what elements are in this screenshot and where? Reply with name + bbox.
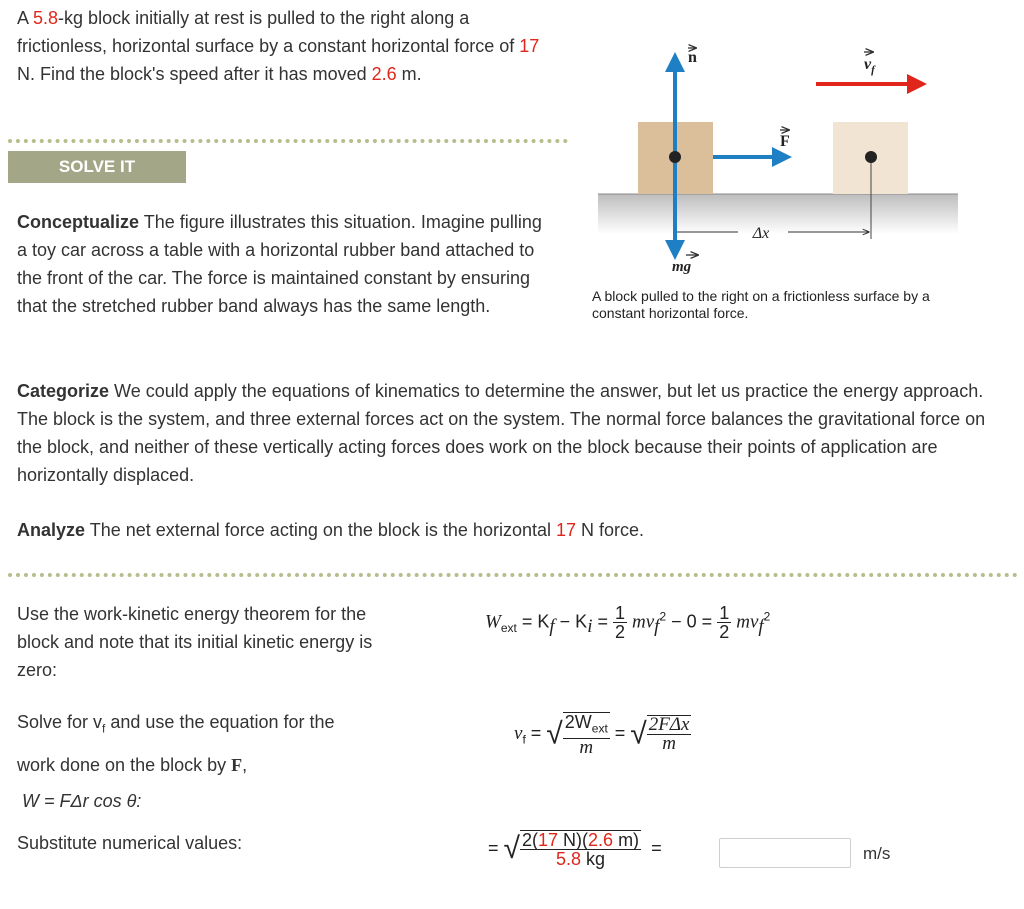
solve-it-header: SOLVE IT bbox=[8, 151, 186, 183]
delta-x-label: Δx bbox=[752, 225, 770, 242]
gravity-label: mg bbox=[672, 259, 692, 275]
distance-value: 2.6 bbox=[371, 64, 397, 84]
answer-input[interactable] bbox=[719, 838, 851, 868]
block-center-final bbox=[865, 151, 877, 163]
speed-equation: $v_f$ = √ $\frac{2W_{ext}}{m}$ = √ $\frac{\text{2FΔx}}{m}$ bbox=[514, 712, 690, 758]
velocity-label: $v_f$ bbox=[864, 56, 875, 76]
step-substitute-text: Substitute numerical values: bbox=[17, 833, 243, 853]
numeric-substitution: = √ $\frac{2(17 N)(2.6 m)}{5.8 kg}$ = bbox=[488, 830, 662, 869]
conceptualize-paragraph: Conceptualize The figure illustrates this situation. Imagine pulling a toy car across a table with a horizontal rubber band attached to the front of the car. The force is maintained constant by ensuring that the stretched rubber band always has the same length. bbox=[17, 212, 542, 316]
work-kinetic-equation: $W_{ext} = K_f - K_i$ = $\frac{1}{2}$ $mv_f^2 - 0$ = $\frac{1}{2}$ $mv_f^2$ bbox=[485, 603, 771, 642]
categorize-paragraph: Categorize We could apply the equations of kinematics to determine the answer, but let us practice the energy approach. The block is the system, and three external forces act on the system. The normal force balances the gravitational force on the block, and neither of these vertically acting forces does work on the block because their points of application are horizontally displaced. bbox=[17, 381, 986, 485]
ground-surface bbox=[598, 194, 958, 234]
answer-unit: m/s bbox=[863, 844, 891, 863]
force-value: 17 bbox=[519, 36, 540, 56]
divider bbox=[8, 573, 1018, 577]
divider bbox=[8, 139, 568, 143]
normal-force-label: n bbox=[688, 49, 697, 66]
step-work-kinetic-text: Use the work-kinetic energy theorem for the block and note that its initial kinetic energy is zero: bbox=[17, 604, 373, 680]
analyze-paragraph: Analyze The net external force acting on the block is the horizontal 17 N force. bbox=[17, 520, 645, 540]
block-force-figure bbox=[588, 24, 968, 284]
step-solve-text: Solve for $v_f$ and use the equation for the work done on the block by F, W = FΔr cos θ: bbox=[17, 712, 335, 811]
figure-caption: A block pulled to the right on a frictionless surface by a constant horizontal force. bbox=[592, 288, 930, 321]
block-center-initial bbox=[669, 151, 681, 163]
mass-value: 5.8 bbox=[33, 8, 59, 28]
problem-statement: A 5.8-kg block initially at rest is pulled to the right along a frictionless, horizontal surface by a constant horizontal force of 17 N. Find the block's speed after it has moved 2.6 m. bbox=[17, 8, 540, 84]
applied-force-label: F bbox=[780, 133, 790, 150]
